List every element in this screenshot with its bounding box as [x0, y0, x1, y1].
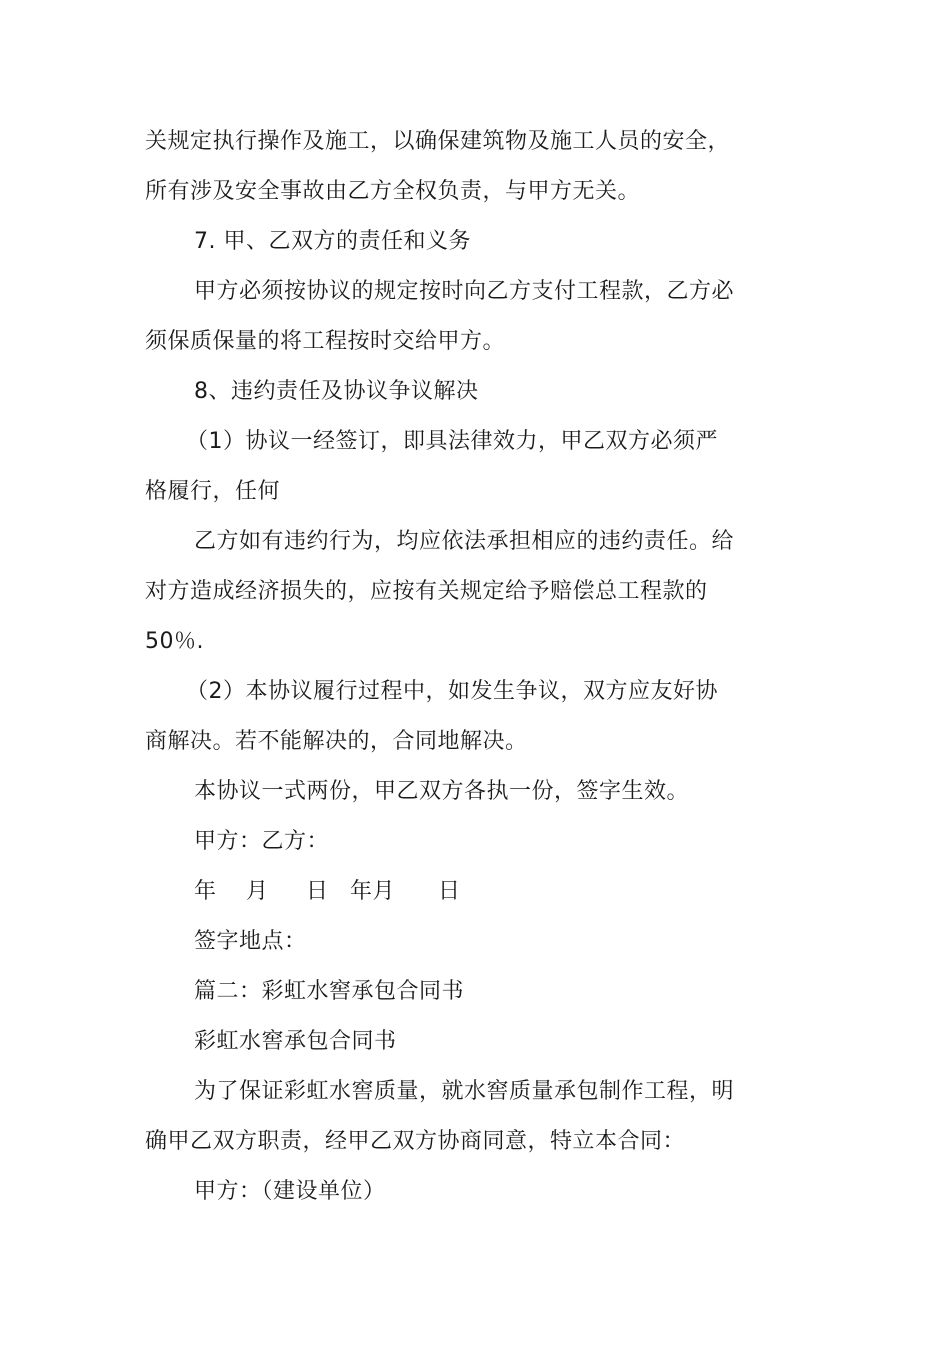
paragraph-line: 所有涉及安全事故由乙方全权负责，与甲方无关。: [145, 179, 641, 204]
signing-place-line: 签字地点：: [194, 929, 307, 954]
paragraph-line: （2）本协议履行过程中，如发生争议，双方应友好协: [186, 679, 718, 704]
paragraph-line: 本协议一式两份，甲乙双方各执一份，签字生效。: [194, 779, 690, 804]
paragraph-line: 关规定执行操作及施工，以确保建筑物及施工人员的安全，: [145, 129, 731, 154]
paragraph-line: 商解决。若不能解决的，合同地解决。: [145, 729, 528, 754]
date-year-label: 年: [194, 879, 217, 904]
chapter-heading: 篇二：彩虹水窖承包合同书: [194, 979, 465, 1004]
contract-title: 彩虹水窖承包合同书: [194, 1029, 397, 1054]
paragraph-line: （1）协议一经签订，即具法律效力，甲乙双方必须严: [186, 429, 718, 454]
paragraph-line: 乙方如有违约行为，均应依法承担相应的违约责任。给: [194, 529, 735, 554]
party-signature-line: 甲方：乙方：: [194, 829, 330, 854]
paragraph-line: 格履行，任何: [145, 479, 281, 504]
paragraph-line: 50％.: [145, 629, 204, 654]
date-row: [194, 877, 814, 907]
date-year-month-label: 年月: [350, 879, 396, 904]
section-heading-8: 8、违约责任及协议争议解决: [194, 379, 479, 404]
paragraph-line: 对方造成经济损失的，应按有关规定给予赔偿总工程款的: [145, 579, 708, 604]
date-day-label: 日: [306, 879, 329, 904]
paragraph-line: 为了保证彩虹水窖质量，就水窖质量承包制作工程，明: [194, 1079, 735, 1104]
paragraph-line: 确甲乙双方职责，经甲乙双方协商同意，特立本合同：: [145, 1129, 686, 1154]
date-day-label: 日: [438, 879, 461, 904]
section-heading-7: 7. 甲、乙双方的责任和义务: [194, 229, 471, 254]
paragraph-line: 须保质保量的将工程按时交给甲方。: [145, 329, 506, 354]
party-a-line: 甲方：（建设单位）: [194, 1179, 386, 1204]
date-month-label: 月: [246, 879, 269, 904]
paragraph-line: 甲方必须按协议的规定按时向乙方支付工程款，乙方必: [194, 279, 735, 304]
